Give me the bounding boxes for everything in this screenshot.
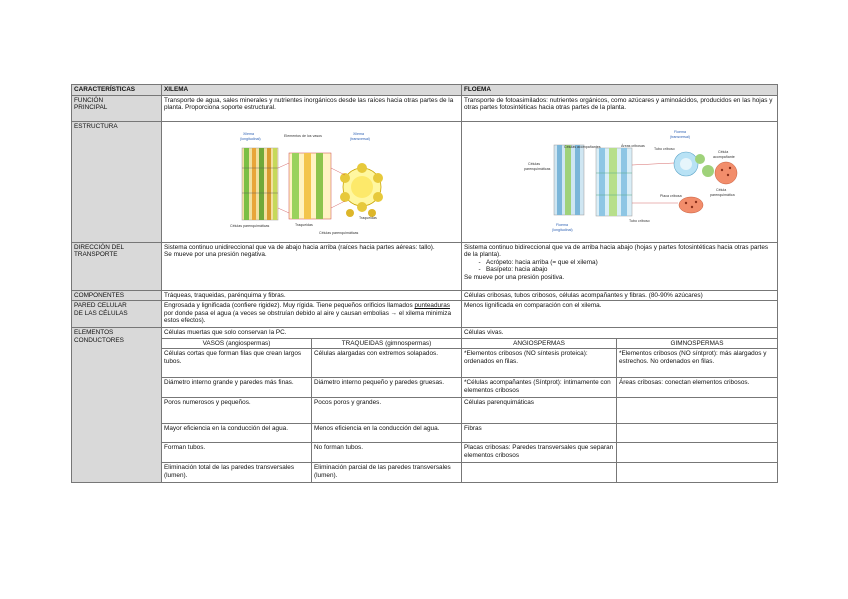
subtable-row bbox=[72, 424, 778, 443]
phloem-fig-label-plate: Placa cribosa bbox=[660, 193, 682, 198]
sub-cell: *Elementos cribosos (NO síntesis proteica): ordenados en filas. bbox=[462, 349, 617, 378]
xylem-fig-label-trans-2: (transversal) bbox=[350, 136, 370, 141]
phloem-diagram bbox=[464, 123, 776, 240]
cell-wall-xylem-term: punteaduras bbox=[414, 302, 450, 310]
header-xylem: XILEMA bbox=[162, 85, 462, 96]
sub-cell: *Elementos cribosos (NO síntprot): más alargados y estrechos. No ordenados en filas. bbox=[617, 349, 778, 378]
subtable-row bbox=[72, 378, 778, 398]
sub-cell: No forman tubos. bbox=[312, 443, 462, 463]
direction-phloem-item: - Basípeto: hacia abajo bbox=[486, 266, 775, 274]
xylem-fig-label-trans-1: Xilema bbox=[353, 131, 364, 136]
label-components: COMPONENTES bbox=[72, 290, 162, 301]
conductors-phloem: Células vivas. bbox=[462, 328, 778, 339]
direction-phloem-list bbox=[464, 259, 775, 274]
direction-phloem-item: - Acrópeto: hacia arriba (= que el xilema) bbox=[486, 259, 775, 267]
cell-wall-xylem bbox=[162, 301, 462, 328]
phloem-fig-label-sieve-tube: Tubo criboso bbox=[654, 146, 675, 151]
xylem-fig-label-long-1: Xilema bbox=[243, 131, 254, 136]
phloem-fig-label-long-2: (longitudinal) bbox=[552, 227, 573, 232]
subtable-row bbox=[72, 463, 778, 483]
row-conductors bbox=[72, 328, 778, 339]
conductors-xylem: Células muertas que solo conservan la PC. bbox=[162, 328, 462, 339]
label-structure: ESTRUCTURA bbox=[72, 121, 162, 242]
xylem-fig-label-parench2: Células parenquimáticas bbox=[319, 230, 359, 235]
sub-cell: Diámetro interno grande y paredes más finas. bbox=[162, 378, 312, 398]
sub-header-gymnosperms: GIMNOSPERMAS bbox=[617, 338, 778, 349]
xylem-fig-label-parench: Células parenquimáticas bbox=[230, 223, 270, 228]
sub-cell bbox=[462, 463, 617, 483]
row-direction bbox=[72, 242, 778, 290]
phloem-fig-label-companion2-1: Célula bbox=[718, 149, 729, 154]
phloem-fig-label-sieve-areas: Áreas cribosas bbox=[621, 143, 645, 148]
label-function: FUNCIÓN PRINCIPAL bbox=[72, 95, 162, 121]
xylem-fig-label-tracheids2: Traqueidas bbox=[359, 215, 377, 220]
label-conductors: ELEMENTOS CONDUCTORES bbox=[72, 328, 162, 483]
comparison-table bbox=[71, 84, 778, 483]
function-phloem: Transporte de fotoasimilados: nutrientes orgánicos, como azúcares y aminoácidos, producidos en las hojas y otras partes fotosintéticas hacia otras partes de la planta. bbox=[462, 95, 778, 121]
sub-cell: *Células acompañantes (Síntprot): íntimamente con elementos cribosos bbox=[462, 378, 617, 398]
row-cell-wall bbox=[72, 301, 778, 328]
sub-cell: Eliminación total de las paredes transversales (lumen). bbox=[162, 463, 312, 483]
phloem-fig-label-parench2-1: Célula bbox=[716, 187, 727, 192]
sub-cell: Forman tubos. bbox=[162, 443, 312, 463]
subtable-row bbox=[72, 443, 778, 463]
subtable-header-row bbox=[72, 338, 778, 349]
label-direction: DIRECCIÓN DEL TRANSPORTE bbox=[72, 242, 162, 290]
phloem-fig-label-long-1: Floema bbox=[556, 222, 568, 227]
sub-cell: Diámetro interno pequeño y paredes gruesas. bbox=[312, 378, 462, 398]
header-row bbox=[72, 85, 778, 96]
phloem-fig-label-title-1: Floema bbox=[674, 129, 686, 134]
components-phloem: Células cribosas, tubos cribosos, células acompañantes y fibras. (80-90% azúcares) bbox=[462, 290, 778, 301]
phloem-fig-label-title-2: (transversal) bbox=[670, 134, 690, 139]
sub-header-angiosperms: ANGIOSPERMAS bbox=[462, 338, 617, 349]
direction-phloem bbox=[462, 242, 778, 290]
sub-cell bbox=[617, 463, 778, 483]
structure-phloem bbox=[462, 121, 778, 242]
sub-cell: Eliminación parcial de las paredes transversales (lumen). bbox=[312, 463, 462, 483]
sub-cell: Células parenquimáticas bbox=[462, 398, 617, 424]
direction-xylem: Sistema continuo unidireccional que va de abajo hacia arriba (raíces hacia partes aéreas: tallo). Se mueve por una presión negativa. bbox=[162, 242, 462, 290]
phloem-fig-label-parench-2: parenquimáticas bbox=[524, 166, 551, 171]
comparison-page bbox=[71, 84, 777, 483]
sub-cell bbox=[617, 424, 778, 443]
subtable-row bbox=[72, 349, 778, 378]
sub-cell: Fibras bbox=[462, 424, 617, 443]
cell-wall-phloem: Menos lignificada en comparación con el xilema. bbox=[462, 301, 778, 328]
components-xylem: Tráqueas, traqueidas, parénquima y fibras. bbox=[162, 290, 462, 301]
sub-cell bbox=[617, 443, 778, 463]
sub-header-vessels: VASOS (angiospermas) bbox=[162, 338, 312, 349]
xylem-fig-label-long-2: (longitudinal) bbox=[240, 136, 261, 141]
direction-phloem-outro: Se mueve por una presión positiva. bbox=[464, 273, 565, 281]
header-phloem: FLOEMA bbox=[462, 85, 778, 96]
row-function bbox=[72, 95, 778, 121]
sub-cell: Poros numerosos y pequeños. bbox=[162, 398, 312, 424]
sub-cell: Mayor eficiencia en la conducción del agua. bbox=[162, 424, 312, 443]
sub-cell: Células alargadas con extremos solapados. bbox=[312, 349, 462, 378]
cell-wall-xylem-post: por donde pasa el agua (a veces se obstruían debido al aire y causan embolias → el xilema minimiza estos efectos). bbox=[164, 309, 452, 325]
phloem-fig-label-sieve-tube2: Tubo criboso bbox=[629, 218, 650, 223]
phloem-fig-label-companion: Células acompañantes bbox=[564, 144, 601, 149]
phloem-fig-label-parench-1: Células bbox=[528, 161, 540, 166]
sub-cell bbox=[617, 398, 778, 424]
sub-header-tracheids: TRAQUEIDAS (gimnospermas) bbox=[312, 338, 462, 349]
sub-cell: Áreas cribosas: conectan elementos cribosos. bbox=[617, 378, 778, 398]
phloem-fig-label-parench2-2: parenquimática bbox=[710, 192, 735, 197]
sub-cell: Células cortas que forman filas que crean largos tubos. bbox=[162, 349, 312, 378]
xylem-diagram bbox=[164, 123, 460, 240]
sub-cell: Placas cribosas: Paredes transversales que separan elementos cribosos bbox=[462, 443, 617, 463]
subtable-row bbox=[72, 398, 778, 424]
xylem-fig-label-tracheids: Traqueidas bbox=[295, 222, 313, 227]
structure-xylem bbox=[162, 121, 462, 242]
function-xylem: Transporte de agua, sales minerales y nutrientes inorgánicos desde las raíces hacia otras partes de la planta. Proporciona soporte estructural. bbox=[162, 95, 462, 121]
direction-phloem-intro: Sistema continuo bidireccional que va de arriba hacia abajo (hojas y partes fotosintéticas hacia otras partes de la planta). bbox=[464, 243, 769, 259]
cell-wall-xylem-pre: Engrosada y lignificada (confiere rigidez). Muy rígida. Tiene pequeños orificios llamados bbox=[164, 302, 415, 310]
sub-cell: Menos eficiencia en la conducción del agua. bbox=[312, 424, 462, 443]
sub-cell: Pocos poros y grandes. bbox=[312, 398, 462, 424]
xylem-fig-label-vessels: Elementos de los vasos bbox=[284, 133, 322, 138]
label-cell-wall: PARED CELULAR DE LAS CÉLULAS bbox=[72, 301, 162, 328]
header-characteristics: CARACTERÍSTICAS bbox=[72, 85, 162, 96]
row-components bbox=[72, 290, 778, 301]
row-structure bbox=[72, 121, 778, 242]
phloem-fig-label-companion2-2: acompañante bbox=[713, 154, 735, 159]
